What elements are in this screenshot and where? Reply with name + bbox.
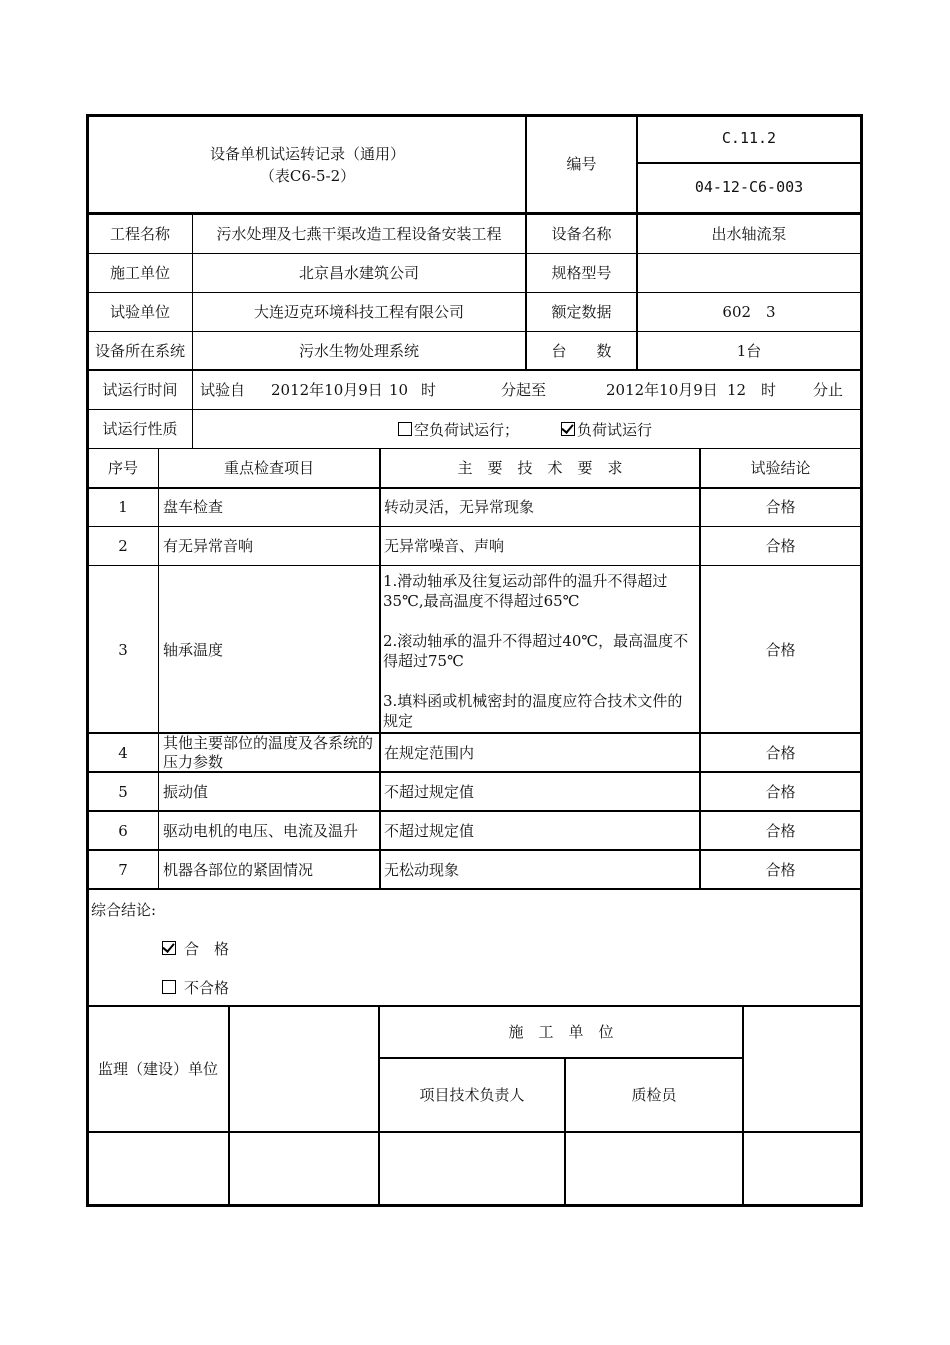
border-right xyxy=(860,114,863,1207)
inspector-label: 质检员 xyxy=(631,1086,677,1104)
project-value: 污水处理及七燕干渠改造工程设备安装工程 xyxy=(216,225,502,243)
conclusion-pass-label: 合 格 xyxy=(184,940,230,958)
divider xyxy=(192,214,193,448)
project-label: 工程名称 xyxy=(109,225,170,243)
conclusion-label: 综合结论: xyxy=(91,901,157,919)
row-result: 合格 xyxy=(765,744,796,762)
divider xyxy=(228,1006,230,1205)
checkbox-checked-icon[interactable] xyxy=(162,941,176,955)
row-item: 其他主要部位的温度及各系统的压力参数 xyxy=(163,734,374,771)
row-result: 合格 xyxy=(765,537,796,555)
row-seq: 6 xyxy=(118,822,128,840)
divider xyxy=(636,114,638,214)
tester-label: 试验单位 xyxy=(109,303,170,321)
count-label: 台 数 xyxy=(551,342,612,360)
row-item: 轴承温度 xyxy=(163,641,224,659)
row-item: 机器各部位的紧固情况 xyxy=(163,861,314,879)
row-result: 合格 xyxy=(765,822,796,840)
nature-option-no-load[interactable] xyxy=(398,422,519,438)
border-top xyxy=(86,114,863,117)
divider xyxy=(158,448,159,889)
col-seq: 序号 xyxy=(107,459,138,477)
time-unit2: 时 xyxy=(761,381,777,399)
row-req-2: 2.滚动轴承的温升不得超过40℃，最高温度不得超过75℃ xyxy=(383,632,689,670)
divider xyxy=(86,888,863,890)
rated-value: 602 3 xyxy=(722,303,776,321)
row-item: 振动值 xyxy=(163,783,209,801)
col-req: 主 要 技 术 要 求 xyxy=(457,459,623,477)
time-hour1: 10 xyxy=(389,381,409,399)
border-bottom xyxy=(86,1204,863,1207)
time-date2: 2012年10月9日 xyxy=(606,381,718,399)
col-item: 重点检查项目 xyxy=(223,459,314,477)
row-seq: 5 xyxy=(118,783,128,801)
row-req: 无松动现象 xyxy=(384,861,460,879)
time-mid: 分起至 xyxy=(501,381,547,399)
time-date1: 2012年10月9日 xyxy=(271,381,383,399)
checkbox-empty-icon[interactable] xyxy=(162,980,176,994)
system-label: 设备所在系统 xyxy=(94,342,185,360)
row-item: 盘车检查 xyxy=(163,498,224,516)
divider xyxy=(86,409,863,410)
equip-name-value: 出水轴流泵 xyxy=(711,225,787,243)
checkbox-empty-icon[interactable] xyxy=(398,422,412,436)
row-result: 合格 xyxy=(765,641,796,659)
row-item: 有无异常音响 xyxy=(163,537,254,555)
divider xyxy=(86,253,863,254)
row-seq: 2 xyxy=(118,537,128,555)
nature-option-no-load-label: 空负荷试运行； xyxy=(414,421,520,439)
divider xyxy=(86,565,863,566)
divider xyxy=(86,212,863,215)
rated-label: 额定数据 xyxy=(551,303,612,321)
row-item: 驱动电机的电压、电流及温升 xyxy=(163,822,359,840)
divider xyxy=(86,810,863,812)
conclusion-fail-option[interactable] xyxy=(162,980,229,996)
divider xyxy=(86,1131,863,1133)
code-bottom: 04-12-C6-003 xyxy=(694,178,804,196)
divider xyxy=(86,526,863,527)
row-req: 无异常噪音、声响 xyxy=(384,537,505,555)
time-from: 试验自 xyxy=(200,381,246,399)
col-result: 试验结论 xyxy=(750,459,811,477)
row-seq: 1 xyxy=(118,498,128,516)
row-req-1: 1.滑动轴承及往复运动部件的温升不得超过35℃,最高温度不得超过65℃ xyxy=(383,572,668,610)
divider xyxy=(86,849,863,851)
row-seq: 3 xyxy=(118,641,128,659)
builder-label: 施工单位 xyxy=(109,264,170,282)
equip-name-label: 设备名称 xyxy=(551,225,612,243)
spec-label: 规格型号 xyxy=(551,264,612,282)
form-subtitle: （表C6-5-2） xyxy=(259,167,356,185)
time-label: 试运行时间 xyxy=(102,381,178,399)
time-unit1: 时 xyxy=(421,381,437,399)
divider xyxy=(86,331,863,332)
row-seq: 4 xyxy=(118,744,128,762)
nature-option-load-label: 负荷试运行 xyxy=(577,421,653,439)
row-req-3: 3.填料函或机械密封的温度应符合技术文件的规定 xyxy=(383,692,683,730)
supervisor-label: 监理（建设）单位 xyxy=(97,1060,218,1078)
construction-unit-label: 施 工 单 位 xyxy=(508,1023,614,1041)
row-result: 合格 xyxy=(765,783,796,801)
divider xyxy=(86,292,863,293)
row-result: 合格 xyxy=(765,498,796,516)
time-end: 分止 xyxy=(813,381,844,399)
conclusion-fail-label: 不合格 xyxy=(184,979,230,997)
row-req: 不超过规定值 xyxy=(384,822,475,840)
tech-lead-label: 项目技术负责人 xyxy=(419,1086,525,1104)
checkbox-checked-icon[interactable] xyxy=(561,422,575,436)
divider xyxy=(742,1006,744,1205)
row-req: 不超过规定值 xyxy=(384,783,475,801)
row-req: 转动灵活，无异常现象 xyxy=(384,498,535,516)
divider xyxy=(86,369,863,371)
tester-value: 大连迈克环境科技工程有限公司 xyxy=(253,303,464,321)
row-req: 在规定范围内 xyxy=(384,744,475,762)
time-hour2: 12 xyxy=(727,381,747,399)
count-value: 1台 xyxy=(736,342,762,360)
divider xyxy=(86,771,863,773)
nature-label: 试运行性质 xyxy=(102,420,178,438)
row-result: 合格 xyxy=(765,861,796,879)
nature-option-load[interactable] xyxy=(561,422,652,438)
divider xyxy=(86,448,863,449)
row-seq: 7 xyxy=(118,861,128,879)
conclusion-pass-option[interactable] xyxy=(162,941,229,957)
divider xyxy=(378,1057,744,1059)
divider xyxy=(379,448,381,889)
divider xyxy=(636,162,862,164)
system-value: 污水生物处理系统 xyxy=(298,342,419,360)
divider xyxy=(86,487,863,489)
code-top: C.11.2 xyxy=(721,129,777,147)
number-label: 编号 xyxy=(566,155,597,173)
form-title: 设备单机试运转记录（通用） xyxy=(209,145,405,163)
divider xyxy=(86,1005,863,1007)
builder-value: 北京昌水建筑公司 xyxy=(298,264,419,282)
